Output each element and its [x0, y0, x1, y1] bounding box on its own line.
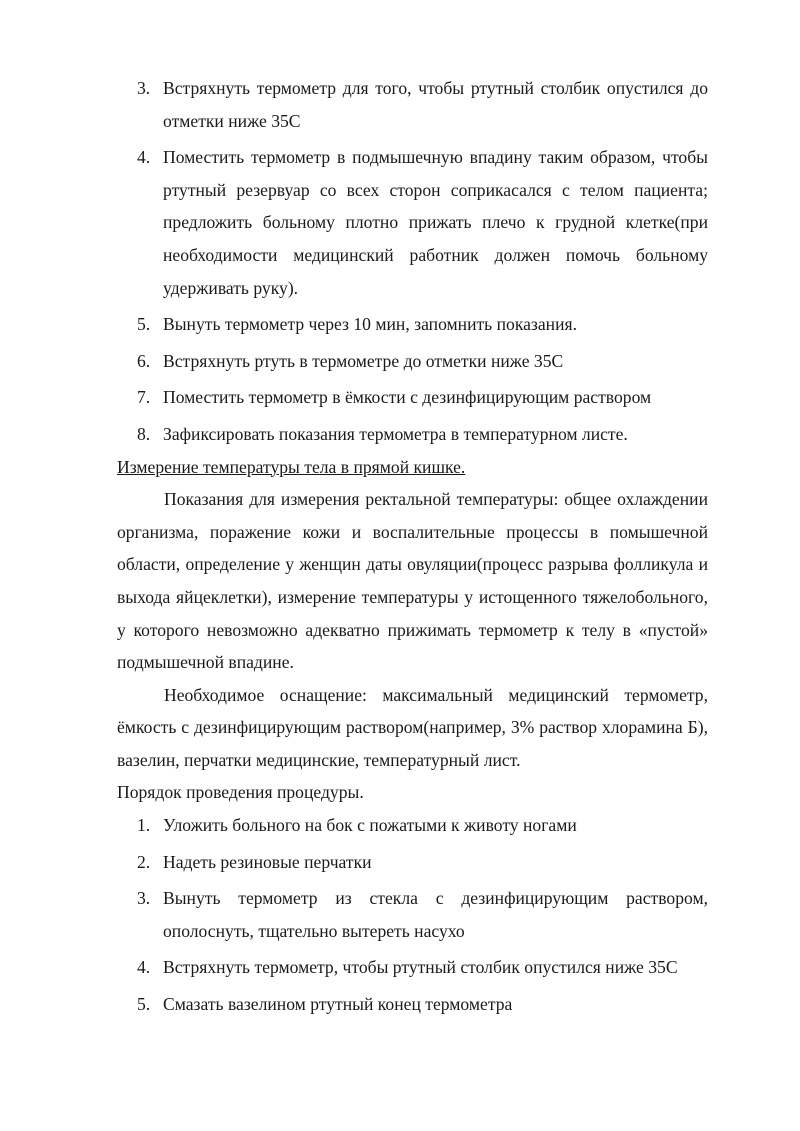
list-item	[117, 846, 708, 879]
list-number: 2.	[137, 851, 151, 872]
section-heading: Измерение температуры тела в прямой кишке.	[117, 456, 466, 477]
list-item	[117, 345, 708, 378]
list-number: 1.	[137, 815, 151, 836]
list-item	[117, 882, 708, 947]
equipment-paragraph: Необходимое оснащение: максимальный медицинский термометр, ёмкость с дезинфицирующим раствором(например, 3% раствор хлорамина Б), вазелин, перчатки медицинские, температурный лист.	[117, 684, 708, 770]
list-number: 6.	[137, 350, 151, 371]
list-item	[117, 381, 708, 414]
list-item	[117, 988, 708, 1021]
list-text: Встряхнуть термометр для того, чтобы ртутный столбик опустился до отметки ниже 35С	[163, 78, 708, 131]
list-item	[117, 809, 708, 842]
list-item	[117, 72, 708, 137]
list-number: 8.	[137, 423, 151, 444]
axillary-steps-list	[117, 72, 708, 451]
list-number: 4.	[137, 957, 151, 978]
list-text: Встряхнуть ртуть в термометре до отметки ниже 35С	[163, 350, 564, 371]
list-number: 3.	[137, 78, 151, 98]
rectal-steps-list	[117, 809, 708, 1021]
list-number: 5.	[137, 994, 151, 1015]
list-text: Вынуть термометр через 10 мин, запомнить показания.	[163, 314, 577, 335]
list-text: Вынуть термометр из стекла с дезинфицирующим раствором, ополоснуть, тщательно вытереть насухо	[163, 888, 708, 941]
list-number: 7.	[137, 387, 151, 408]
list-item	[117, 418, 708, 451]
list-text: Надеть резиновые перчатки	[163, 851, 372, 872]
indications-paragraph: Показания для измерения ректальной температуры: общее охлаждении организма, поражение кожи и воспалительные процессы в помышечной области, определение у женщин даты овуляции(процесс разрыва фолликула и выхода яйцеклетки), измерение температуры у истощенного тяжелобольного, у которого невозможно адекватно прижимать термометр к телу в «пустой» подмышечной впадине.	[117, 489, 708, 673]
list-number: 5.	[137, 314, 151, 335]
list-text: Зафиксировать показания термометра в температурном листе.	[163, 423, 628, 444]
list-text: Встряхнуть термометр, чтобы ртутный столбик опустился ниже 35С	[163, 957, 678, 978]
list-text: Смазать вазелином ртутный конец термометра	[163, 994, 513, 1015]
list-item	[117, 951, 708, 984]
list-item	[117, 141, 708, 304]
list-text: Поместить термометр в ёмкости с дезинфицирующим раствором	[163, 387, 652, 408]
procedure-label: Порядок проведения процедуры.	[117, 782, 364, 803]
list-number: 4.	[137, 147, 151, 168]
list-text: Поместить термометр в подмышечную впадину таким образом, чтобы ртутный резервуар со всех сторон соприкасался с телом пациента; предложить больному плотно прижать плечо к грудной клетке(при необходимости медицинский работник должен помочь больному удерживать руку).	[163, 147, 708, 298]
list-number: 3.	[137, 888, 151, 909]
list-item	[117, 308, 708, 341]
list-text: Уложить больного на бок с пожатыми к животу ногами	[163, 815, 577, 836]
